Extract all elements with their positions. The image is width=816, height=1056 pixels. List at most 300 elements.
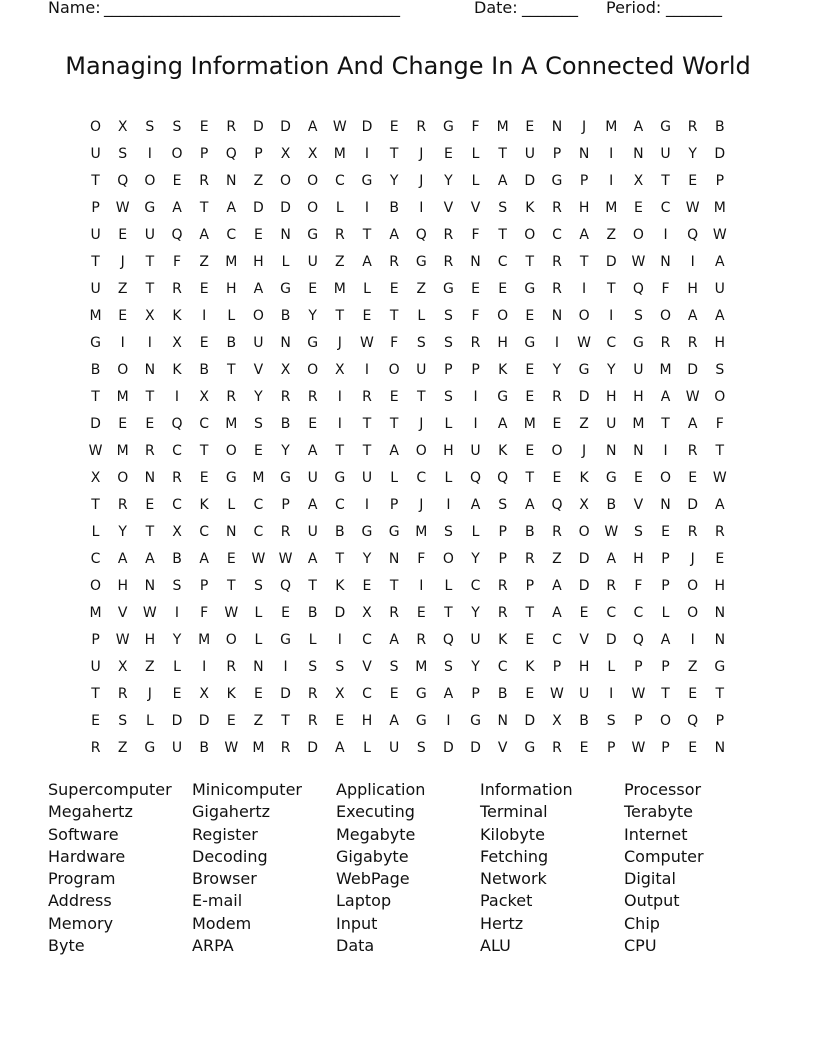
grid-letter: G xyxy=(415,686,427,702)
grid-letter: R xyxy=(552,740,562,756)
grid-letter: M xyxy=(415,524,428,540)
grid-letter: I xyxy=(473,389,478,405)
grid-letter: W xyxy=(577,335,592,351)
grid-letter: K xyxy=(172,362,182,378)
grid-row xyxy=(82,411,734,438)
page-title: Managing Information And Change In A Connected World xyxy=(65,52,751,80)
grid-letter: N xyxy=(280,227,291,243)
word-bank-item: Terminal xyxy=(480,802,548,822)
grid-letter: R xyxy=(470,335,481,351)
grid-letter: I xyxy=(663,443,668,459)
grid-letter: E xyxy=(253,686,263,702)
grid-letter: O xyxy=(307,200,319,216)
grid-letter: E xyxy=(579,740,589,756)
grid-letter: I xyxy=(174,389,180,405)
grid-letter: N xyxy=(633,443,644,459)
grid-letter: G xyxy=(225,470,237,486)
grid-letter: U xyxy=(253,335,264,351)
grid-letter: A xyxy=(497,173,508,189)
grid-letter: R xyxy=(416,632,427,648)
grid-letter: T xyxy=(145,524,155,540)
grid-letter: K xyxy=(579,470,589,486)
grid-letter: A xyxy=(389,227,399,243)
grid-letter: D xyxy=(605,254,617,270)
grid-letter: T xyxy=(308,578,317,594)
word-bank-item: Laptop xyxy=(336,891,392,911)
grid-letter: Z xyxy=(117,281,128,297)
grid-letter: O xyxy=(687,578,699,594)
grid-letter: O xyxy=(144,173,156,189)
grid-letter: L xyxy=(607,659,616,675)
grid-letter: F xyxy=(200,605,209,621)
grid-letter: C xyxy=(172,443,182,459)
grid-letter: S xyxy=(416,335,426,351)
grid-letter: P xyxy=(661,578,670,594)
grid-letter: U xyxy=(416,362,427,378)
grid-letter: C xyxy=(334,173,345,189)
grid-letter: E xyxy=(525,308,535,324)
grid-letter: J xyxy=(582,119,587,135)
grid-letter: E xyxy=(579,605,589,621)
grid-letter: W xyxy=(712,470,727,486)
grid-letter: P xyxy=(91,632,100,648)
grid-letter: A xyxy=(389,443,399,459)
grid-letter: Q xyxy=(632,632,644,648)
grid-letter: L xyxy=(254,632,263,648)
grid-letter: E xyxy=(199,335,209,351)
grid-letter: G xyxy=(90,335,101,351)
grid-letter: G xyxy=(497,389,509,405)
grid-letter: E xyxy=(525,686,535,702)
grid-letter: O xyxy=(225,632,237,648)
grid-letter: R xyxy=(497,578,508,594)
grid-letter: N xyxy=(714,740,726,756)
grid-letter: M xyxy=(333,281,346,297)
grid-letter: L xyxy=(661,605,670,621)
grid-letter: E xyxy=(199,470,209,486)
grid-letter: T xyxy=(362,227,372,243)
grid-letter: U xyxy=(524,146,535,162)
word-bank-column xyxy=(48,779,192,957)
grid-letter: L xyxy=(471,173,480,189)
grid-row xyxy=(82,195,734,222)
grid-letter: S xyxy=(335,659,345,675)
grid-letter: L xyxy=(363,281,371,297)
grid-letter: W xyxy=(685,200,700,216)
grid-letter: S xyxy=(633,524,643,540)
grid-letter: V xyxy=(362,659,372,675)
grid-letter: M xyxy=(198,632,211,648)
word-bank-item: ARPA xyxy=(192,936,234,956)
grid-letter: R xyxy=(714,524,725,540)
grid-letter: R xyxy=(226,659,237,675)
grid-letter: A xyxy=(606,551,617,567)
grid-letter: C xyxy=(497,659,508,675)
grid-letter: H xyxy=(714,578,726,594)
grid-letter: E xyxy=(715,551,725,567)
grid-letter: Q xyxy=(117,173,129,189)
word-bank-column xyxy=(480,779,624,957)
grid-letter: U xyxy=(171,740,183,756)
grid-letter: T xyxy=(715,686,725,702)
grid-letter: M xyxy=(713,200,726,216)
grid-letter: C xyxy=(552,632,562,648)
grid-letter: C xyxy=(253,497,264,513)
grid-letter: W xyxy=(332,119,347,135)
grid-letter: T xyxy=(335,308,345,324)
grid-letter: E xyxy=(525,389,535,405)
grid-letter: L xyxy=(281,254,290,270)
word-bank-column xyxy=(624,779,768,957)
grid-letter: V xyxy=(497,740,508,756)
grid-letter: O xyxy=(632,227,644,243)
grid-letter: X xyxy=(280,362,291,378)
grid-letter: S xyxy=(443,335,453,351)
grid-letter: X xyxy=(172,335,182,351)
word-search-grid xyxy=(82,114,734,762)
grid-letter: G xyxy=(280,470,291,486)
grid-letter: A xyxy=(307,497,318,513)
grid-letter: E xyxy=(172,173,182,189)
grid-letter: T xyxy=(606,281,616,297)
grid-row xyxy=(82,330,734,357)
grid-letter: J xyxy=(147,686,152,702)
grid-letter: I xyxy=(364,146,370,162)
grid-letter: C xyxy=(253,524,264,540)
grid-letter: P xyxy=(552,146,562,162)
grid-letter: C xyxy=(172,497,182,513)
word-bank-item: Decoding xyxy=(192,846,268,866)
grid-letter: S xyxy=(145,119,155,135)
grid-letter: U xyxy=(361,470,373,486)
grid-letter: P xyxy=(471,686,480,702)
grid-letter: E xyxy=(525,443,535,459)
grid-letter: G xyxy=(307,227,319,243)
grid-letter: R xyxy=(443,254,454,270)
grid-letter: S xyxy=(389,659,399,675)
grid-letter: A xyxy=(525,497,535,513)
grid-letter: H xyxy=(633,551,644,567)
grid-letter: T xyxy=(362,416,372,432)
grid-letter: C xyxy=(660,200,671,216)
grid-letter: Q xyxy=(280,578,292,594)
grid-letter: M xyxy=(116,443,129,459)
grid-letter: D xyxy=(334,605,346,621)
grid-letter: P xyxy=(661,551,670,567)
grid-letter: G xyxy=(714,659,726,675)
grid-letter: Z xyxy=(552,551,562,567)
grid-letter: Y xyxy=(606,362,616,378)
grid-letter: E xyxy=(145,416,155,432)
grid-letter: R xyxy=(552,389,562,405)
grid-letter: B xyxy=(199,740,209,756)
grid-letter: F xyxy=(634,578,643,594)
grid-letter: E xyxy=(688,173,698,189)
grid-letter: O xyxy=(307,362,319,378)
grid-letter: X xyxy=(145,308,155,324)
grid-letter: R xyxy=(280,524,291,540)
grid-letter: I xyxy=(364,200,370,216)
grid-letter: A xyxy=(552,605,562,621)
grid-letter: D xyxy=(443,740,454,756)
grid-letter: O xyxy=(660,470,672,486)
grid-letter: O xyxy=(578,308,590,324)
grid-letter: A xyxy=(117,551,128,567)
grid-letter: U xyxy=(470,443,481,459)
grid-letter: S xyxy=(498,497,508,513)
period-label: Period: xyxy=(606,0,662,17)
grid-letter: G xyxy=(388,524,400,540)
grid-letter: X xyxy=(335,362,345,378)
grid-letter: L xyxy=(471,524,480,540)
grid-letter: A xyxy=(199,551,209,567)
grid-letter: R xyxy=(687,335,698,351)
grid-letter: G xyxy=(470,713,481,729)
grid-letter: J xyxy=(337,335,342,351)
grid-letter: A xyxy=(660,632,671,648)
grid-letter: O xyxy=(117,362,129,378)
grid-letter: Z xyxy=(687,659,698,675)
grid-letter: V xyxy=(253,362,264,378)
grid-letter: H xyxy=(578,200,590,216)
grid-letter: N xyxy=(144,362,156,378)
grid-letter: S xyxy=(416,740,426,756)
grid-letter: U xyxy=(714,281,725,297)
grid-letter: Z xyxy=(199,254,209,270)
grid-letter: L xyxy=(145,713,154,729)
grid-letter: V xyxy=(579,632,589,648)
grid-letter: T xyxy=(91,254,100,270)
grid-letter: I xyxy=(337,632,342,648)
grid-letter: I xyxy=(609,308,614,324)
grid-letter: I xyxy=(364,362,370,378)
grid-letter: G xyxy=(442,119,454,135)
grid-letter: U xyxy=(606,416,617,432)
grid-letter: T xyxy=(389,416,399,432)
grid-row xyxy=(82,384,734,411)
grid-letter: M xyxy=(252,740,265,756)
grid-letter: O xyxy=(90,119,102,135)
grid-letter: N xyxy=(660,497,671,513)
grid-letter: Y xyxy=(362,551,372,567)
grid-letter: A xyxy=(497,416,508,432)
grid-letter: D xyxy=(578,551,590,567)
word-bank-column xyxy=(192,779,336,957)
grid-letter: D xyxy=(280,200,291,216)
grid-letter: Y xyxy=(308,308,317,324)
grid-letter: L xyxy=(444,416,453,432)
grid-letter: L xyxy=(417,308,426,324)
grid-letter: I xyxy=(419,578,424,594)
grid-letter: X xyxy=(633,173,644,189)
grid-letter: C xyxy=(362,632,372,648)
grid-letter: D xyxy=(280,119,291,135)
grid-letter: Y xyxy=(389,173,399,189)
grid-letter: B xyxy=(226,335,237,351)
grid-letter: L xyxy=(227,497,236,513)
grid-letter: I xyxy=(147,146,152,162)
grid-letter: R xyxy=(362,389,372,405)
grid-letter: A xyxy=(172,200,182,216)
grid-letter: E xyxy=(281,605,290,621)
grid-letter: I xyxy=(283,659,288,675)
grid-letter: G xyxy=(551,173,563,189)
grid-letter: E xyxy=(172,686,182,702)
grid-letter: T xyxy=(199,200,209,216)
grid-letter: T xyxy=(389,578,399,594)
word-bank-item: Kilobyte xyxy=(480,824,545,844)
grid-letter: T xyxy=(498,146,507,162)
grid-letter: O xyxy=(524,227,536,243)
grid-letter: R xyxy=(226,389,237,405)
grid-letter: D xyxy=(524,173,536,189)
grid-letter: S xyxy=(715,362,725,378)
grid-letter: X xyxy=(362,605,372,621)
grid-letter: N xyxy=(551,119,563,135)
grid-letter: G xyxy=(361,524,373,540)
grid-letter: D xyxy=(524,713,536,729)
grid-letter: N xyxy=(551,308,563,324)
grid-letter: S xyxy=(253,578,263,594)
grid-letter: B xyxy=(172,551,182,567)
grid-letter: X xyxy=(280,146,291,162)
grid-letter: N xyxy=(714,605,726,621)
grid-letter: I xyxy=(609,173,614,189)
grid-letter: E xyxy=(362,308,372,324)
grid-letter: O xyxy=(388,362,400,378)
grid-letter: T xyxy=(91,686,100,702)
grid-letter: P xyxy=(389,497,399,513)
grid-letter: C xyxy=(90,551,101,567)
grid-letter: R xyxy=(307,686,318,702)
grid-letter: G xyxy=(660,119,671,135)
grid-letter: G xyxy=(280,632,291,648)
grid-letter: R xyxy=(416,119,427,135)
grid-letter: P xyxy=(498,551,507,567)
grid-letter: S xyxy=(118,146,128,162)
grid-letter: S xyxy=(443,308,453,324)
word-bank-item: Data xyxy=(336,936,375,956)
grid-letter: Q xyxy=(415,227,427,243)
grid-letter: V xyxy=(117,605,128,621)
grid-letter: S xyxy=(172,119,182,135)
grid-letter: J xyxy=(120,254,125,270)
grid-letter: I xyxy=(690,254,695,270)
grid-letter: U xyxy=(388,740,400,756)
grid-letter: I xyxy=(446,497,451,513)
grid-letter: Y xyxy=(118,524,127,540)
grid-letter: S xyxy=(606,713,616,729)
grid-row xyxy=(82,222,734,249)
word-bank-item: Network xyxy=(480,869,547,889)
grid-letter: A xyxy=(470,497,481,513)
grid-letter: N xyxy=(714,632,726,648)
grid-letter: D xyxy=(171,713,183,729)
grid-letter: C xyxy=(199,524,210,540)
grid-letter: A xyxy=(579,227,589,243)
grid-letter: I xyxy=(419,200,424,216)
grid-letter: X xyxy=(199,686,209,702)
grid-letter: U xyxy=(90,659,101,675)
grid-letter: Y xyxy=(444,173,453,189)
grid-letter: R xyxy=(524,551,535,567)
grid-letter: J xyxy=(582,443,587,459)
grid-letter: M xyxy=(496,119,509,135)
grid-letter: N xyxy=(144,470,156,486)
grid-letter: Q xyxy=(551,497,563,513)
grid-letter: R xyxy=(226,119,237,135)
grid-letter: X xyxy=(579,497,589,513)
grid-letter: O xyxy=(90,578,102,594)
grid-letter: I xyxy=(174,605,180,621)
grid-letter: G xyxy=(524,281,536,297)
grid-letter: T xyxy=(226,362,236,378)
grid-letter: E xyxy=(226,551,236,567)
grid-letter: Q xyxy=(687,227,699,243)
date-blank: _______ xyxy=(522,0,578,17)
grid-letter: O xyxy=(280,173,292,189)
grid-letter: F xyxy=(417,551,426,567)
grid-letter: L xyxy=(91,524,100,540)
grid-row xyxy=(82,735,734,762)
grid-letter: U xyxy=(307,254,318,270)
grid-letter: X xyxy=(172,524,182,540)
grid-letter: L xyxy=(227,308,236,324)
grid-letter: R xyxy=(389,605,399,621)
grid-letter: Z xyxy=(335,254,345,270)
grid-letter: X xyxy=(307,146,318,162)
grid-letter: K xyxy=(335,578,345,594)
grid-row xyxy=(82,627,734,654)
grid-letter: G xyxy=(334,470,346,486)
grid-letter: B xyxy=(525,524,535,540)
grid-letter: E xyxy=(661,524,670,540)
grid-letter: U xyxy=(307,524,318,540)
grid-letter: I xyxy=(337,416,342,432)
word-bank-item: Supercomputer xyxy=(48,780,172,799)
grid-letter: R xyxy=(117,686,128,702)
grid-letter: T xyxy=(661,686,670,702)
grid-letter: V xyxy=(633,497,644,513)
grid-letter: G xyxy=(280,281,291,297)
grid-letter: V xyxy=(443,200,454,216)
grid-letter: D xyxy=(687,497,699,513)
grid-letter: N xyxy=(470,254,481,270)
grid-letter: B xyxy=(90,362,101,378)
word-bank-item: Address xyxy=(48,891,112,911)
grid-letter: E xyxy=(552,470,562,486)
grid-letter: Z xyxy=(117,740,128,756)
grid-letter: X xyxy=(117,659,128,675)
grid-letter: N xyxy=(253,659,264,675)
grid-letter: L xyxy=(173,659,181,675)
grid-letter: A xyxy=(633,119,644,135)
grid-letter: Y xyxy=(552,362,562,378)
grid-letter: T xyxy=(91,497,100,513)
grid-letter: W xyxy=(278,551,293,567)
grid-letter: T xyxy=(362,443,372,459)
grid-letter: M xyxy=(415,659,428,675)
grid-letter: P xyxy=(254,146,263,162)
grid-letter: Q xyxy=(171,227,183,243)
grid-letter: U xyxy=(660,146,671,162)
grid-letter: R xyxy=(552,254,562,270)
grid-letter: J xyxy=(419,497,424,513)
grid-letter: E xyxy=(253,227,263,243)
grid-letter: R xyxy=(334,227,345,243)
grid-letter: V xyxy=(470,200,481,216)
grid-letter: W xyxy=(550,686,564,702)
